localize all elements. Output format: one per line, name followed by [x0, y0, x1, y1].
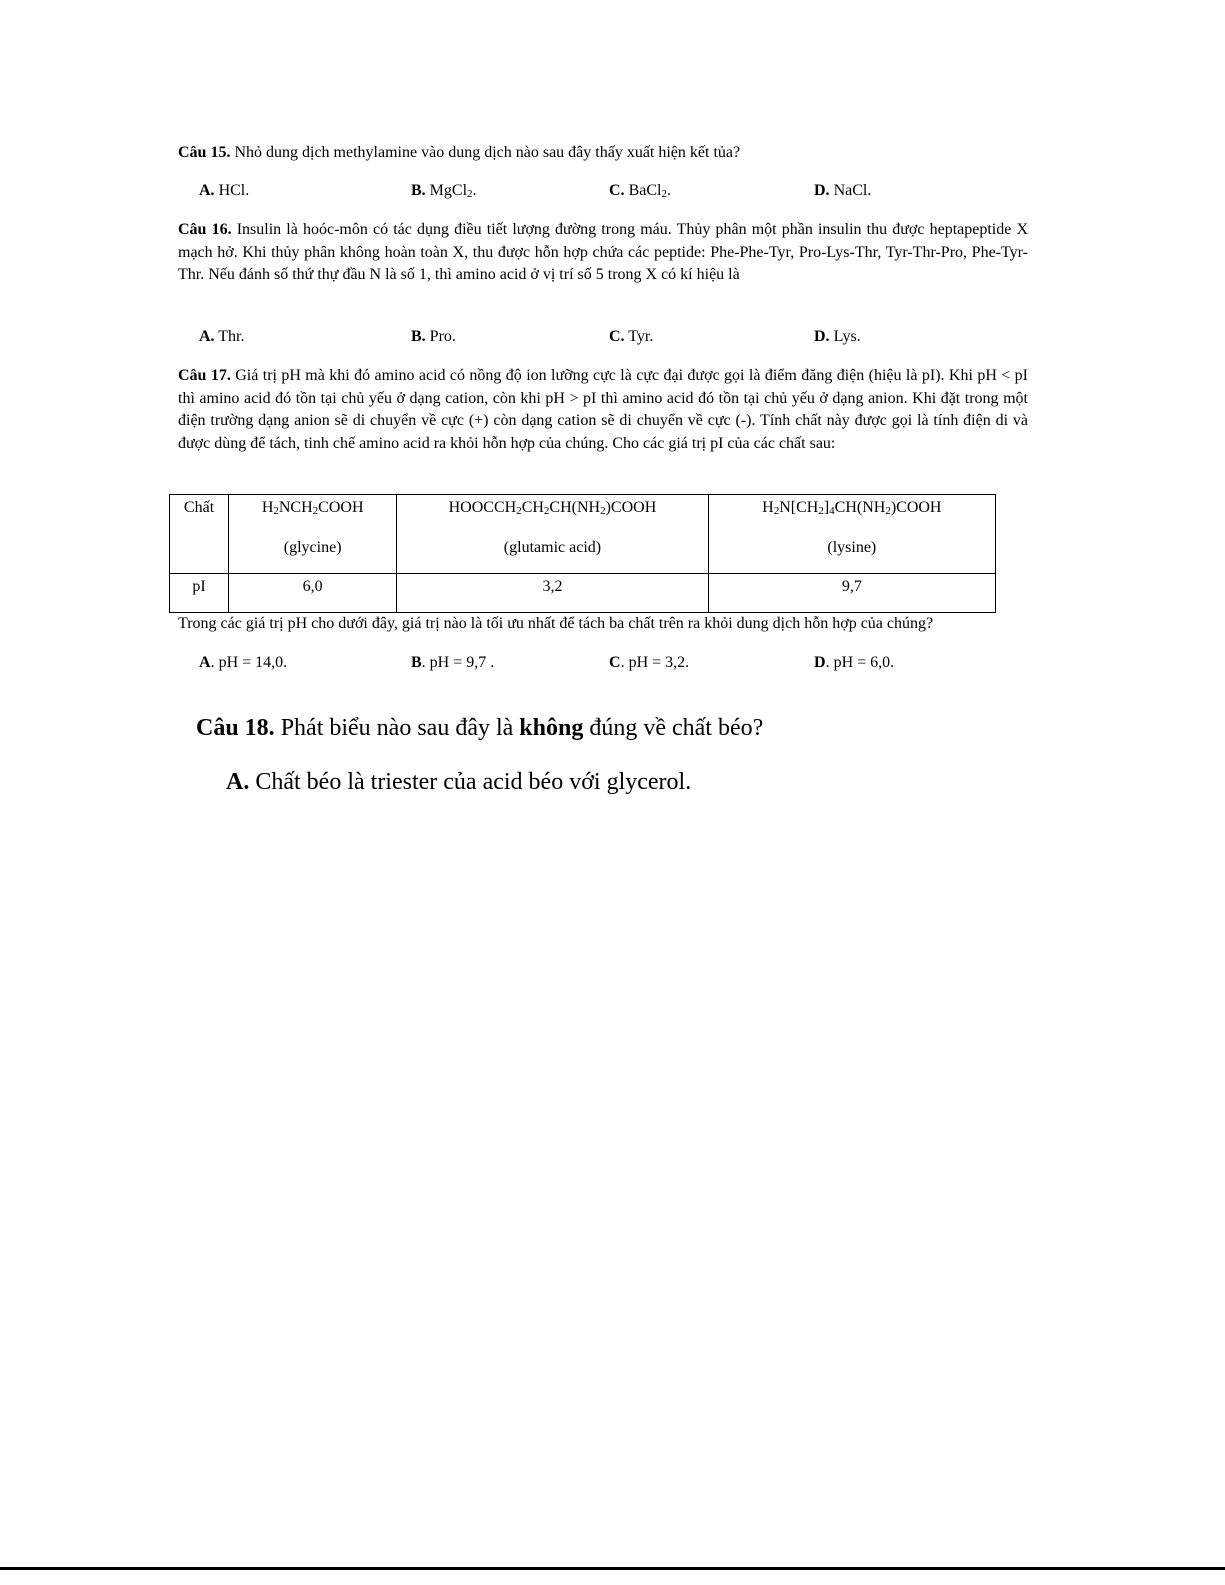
- pi-value-lysine: 9,7: [708, 574, 995, 613]
- q16-option-b: B. Pro.: [411, 328, 456, 345]
- question-17-text: Giá trị pH mà khi đó amino acid có nồng độ ion lưỡng cực là cực đại được gọi là điểm đăng điện (hiệu là pI). Khi pH < pI thì amino acid đó tồn tại chủ yếu ở dạng cation, còn khi pH > pI thì amino acid đó tồn tại chủ yếu ở dạng anion. Khi đặt trong một điện trường dạng anion sẽ di chuyển về cực (+) còn dạng cation sẽ di chuyển về cực (-). Tính chất này được gọi là tính điện di và được dùng để tách, tinh chế amino acid ra khỏi hỗn hợp của chúng. Cho các giá trị pI của các chất sau:: [178, 367, 1029, 452]
- q17-option-b: B. pH = 9,7 .: [411, 654, 495, 671]
- question-16-label: Câu 16.: [178, 221, 232, 238]
- question-16-options: [0, 325, 1225, 349]
- question-15-options: [0, 179, 1225, 203]
- pi-table-header-label: Chất: [170, 495, 229, 574]
- q15-option-c: C. BaCl$_2$.: [609, 182, 671, 200]
- question-15: [178, 142, 1028, 165]
- question-18-emphasis: không: [519, 715, 584, 741]
- q16-option-c: C. Tyr.: [609, 328, 654, 345]
- pi-table-cell-glutamic-acid: [397, 495, 708, 574]
- question-17-followup: Trong các giá trị pH cho dưới đây, giá trị nào là tối ưu nhất để tách ba chất trên ra khỏi dung dịch hỗn hợp của chúng?: [178, 615, 934, 632]
- name-lysine: (lysine): [827, 539, 877, 556]
- q15-option-a: A. HCl.: [199, 182, 250, 199]
- name-glycine: (glycine): [283, 539, 342, 556]
- question-15-label: Câu 15.: [178, 144, 231, 161]
- formula-glutamic-acid: $HOOCCH_2CH_2CH(NH_2)COOH$: [448, 499, 657, 517]
- question-16: [178, 219, 1028, 287]
- q15-option-b: B. MgCl$_2$.: [411, 182, 477, 200]
- page-bottom-border: [0, 1567, 1225, 1570]
- q15-option-d: D. NaCl.: [814, 182, 872, 199]
- question-17: [178, 365, 1028, 455]
- pi-value-glycine: 6,0: [229, 574, 397, 613]
- q16-option-d: D. Lys.: [814, 328, 861, 345]
- question-18: Câu 18. Phát biểu nào sau đây là không đúng về chất béo?: [196, 715, 764, 741]
- pi-table-value-row: [170, 574, 996, 613]
- question-18-label: Câu 18.: [196, 715, 275, 741]
- pi-table-header-row: [170, 495, 996, 574]
- name-glutamic-acid: (glutamic acid): [503, 539, 602, 556]
- question-17-label: Câu 17.: [178, 367, 231, 384]
- pi-table-cell-lysine: [708, 495, 995, 574]
- q17-option-a: A. pH = 14,0.: [199, 654, 288, 671]
- pi-table-row-label: pI: [170, 574, 229, 613]
- question-15-text: Nhỏ dung dịch methylamine vào dung dịch nào sau đây thấy xuất hiện kết tủa?: [230, 144, 741, 161]
- formula-glycine: $H_2NCH_2COOH$: [261, 499, 364, 517]
- pi-table-cell-glycine: [229, 495, 397, 574]
- question-16-text: Insulin là hoóc-môn có tác dụng điều tiết lượng đường trong máu. Thủy phân một phần insulin thu được heptapeptide X mạch hở. Khi thủy phân không hoàn toàn X, thu được hỗn hợp chứa các peptide: Phe-Phe-Tyr, Pro-Lys-Thr, Tyr-Thr-Pro, Phe-Tyr-Thr. Nếu đánh số thứ thự đầu N là số 1, thì amino acid ở vị trí số 5 trong X có kí hiệu là: [178, 221, 1029, 283]
- q17-option-d: D. pH = 6,0.: [814, 654, 895, 671]
- q16-option-a: A. Thr.: [199, 328, 245, 345]
- q17-option-c: C. pH = 3,2.: [609, 654, 690, 671]
- formula-lysine: $H_2N[CH_2]_4CH(NH_2)COOH$: [762, 499, 942, 517]
- pi-table: [169, 494, 996, 613]
- pi-value-glutamic-acid: 3,2: [397, 574, 708, 613]
- question-18-option-a: A. Chất béo là triester của acid béo với glycerol.: [226, 769, 692, 795]
- question-17-options: [0, 651, 1225, 675]
